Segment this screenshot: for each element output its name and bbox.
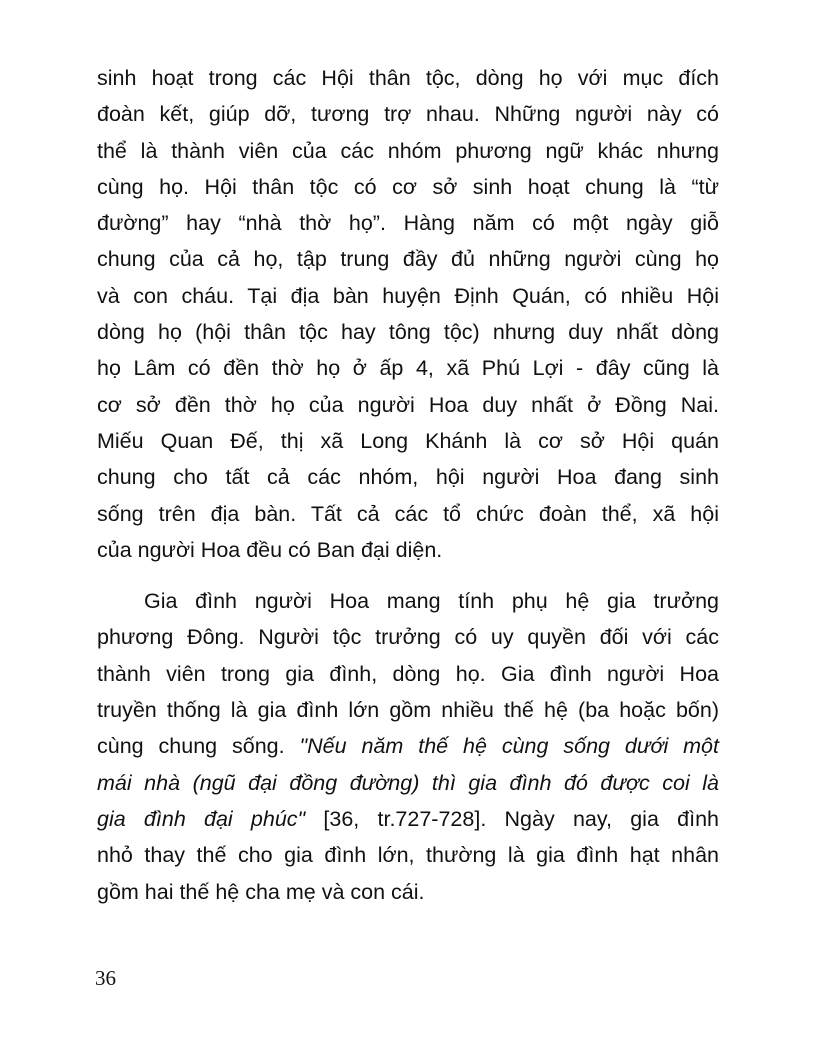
text-line: chung cho tất cả các nhóm, hội người Hoa đang sinh [97,465,719,490]
quotation-run: "Nếu năm thế hệ cùng sống dưới một [299,734,719,759]
body-text [97,60,719,910]
text-line: đoàn kết, giúp dỡ, tương trợ nhau. Những người này có [97,102,719,127]
paragraph-2 [97,583,719,910]
text-line: nhỏ thay thế cho gia đình lớn, thường là gia đình hạt nhân [97,843,719,868]
text-line: và con cháu. Tại địa bàn huyện Định Quán, có nhiều Hội [97,283,719,308]
text-line: họ Lâm có đền thờ họ ở ấp 4, xã Phú Lợi - đây cũng là [97,356,719,381]
text-line [97,801,719,837]
text-line: thể là thành viên của các nhóm phương ngữ khác nhưng [97,138,719,163]
text-line: sinh hoạt trong các Hội thân tộc, dòng họ với mục đích [97,66,719,90]
text-line: chung của cả họ, tập trung đầy đủ những người cùng họ [97,247,719,272]
text-line: của người Hoa đều có Ban đại diện. [97,537,443,562]
text-line: gồm hai thế hệ cha mẹ và con cái. [97,879,425,904]
text-line [97,728,719,764]
text-line: Gia đình người Hoa mang tính phụ hệ gia trưởng [144,589,719,614]
text-line: cơ sở đền thờ họ của người Hoa duy nhất ở Đồng Nai. [97,392,719,417]
text-line: phương Đông. Người tộc trưởng có uy quyền đối với các [97,625,719,650]
page-number: 36 [95,966,116,990]
citation-run: [36, tr.727-728]. Ngày nay, gia đình [305,806,719,831]
text-line: đường” hay “nhà thờ họ”. Hàng năm có một ngày giỗ [97,211,719,236]
quotation-line: mái nhà (ngũ đại đồng đường) thì gia đình đó được coi là [97,770,719,795]
text-line: thành viên trong gia đình, dòng họ. Gia đình người Hoa [97,661,719,686]
text-line: truyền thống là gia đình lớn gồm nhiều thế hệ (ba hoặc bốn) [97,698,719,723]
text-line: dòng họ (hội thân tộc hay tông tộc) nhưng duy nhất dòng [97,320,719,345]
text-run: cùng chung sống. [97,734,300,759]
text-line: Miếu Quan Đế, thị xã Long Khánh là cơ sở Hội quán [97,428,719,453]
text-line: cùng họ. Hội thân tộc có cơ sở sinh hoạt chung là “từ [97,174,719,199]
paragraph-1 [97,60,719,568]
quotation-run: gia đình đại phúc" [97,806,306,831]
text-line: sống trên địa bàn. Tất cả các tổ chức đoàn thể, xã hội [97,501,719,526]
